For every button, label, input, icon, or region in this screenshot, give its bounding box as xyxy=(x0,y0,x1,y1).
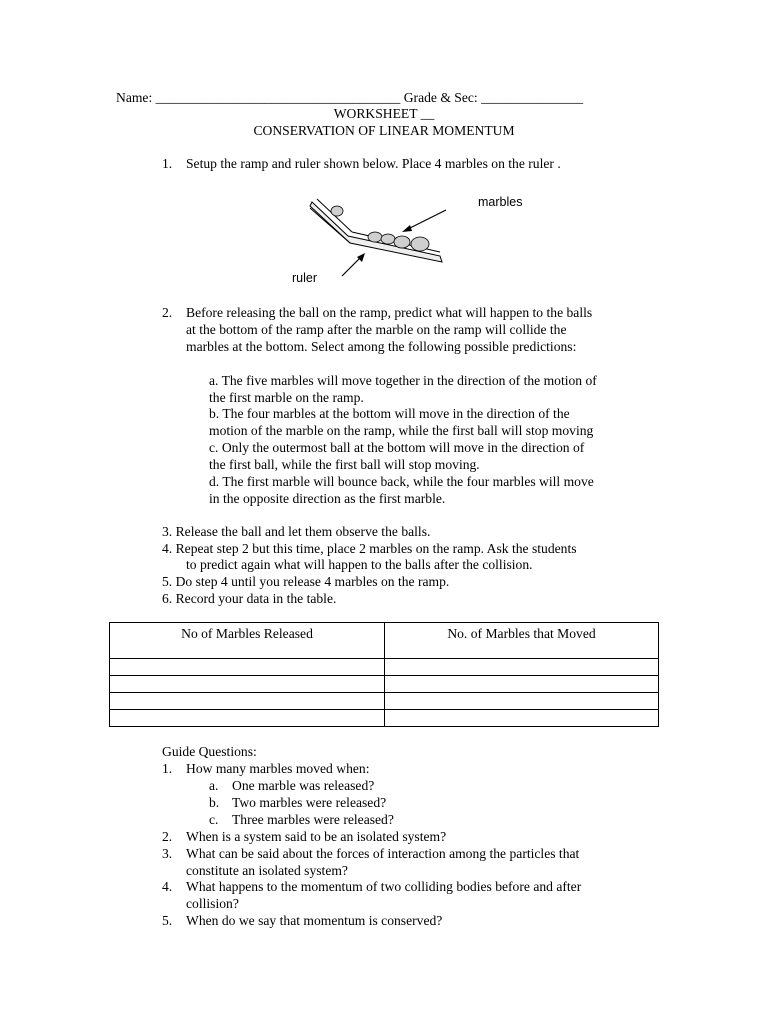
bottom-marble-1 xyxy=(368,232,382,242)
guide-q1-sub-letter: c. xyxy=(209,812,219,827)
guide-q1-sub-text: Two marbles were released? xyxy=(232,795,387,810)
guide-q5-number: 5. xyxy=(162,913,173,928)
table-header-row xyxy=(110,623,659,659)
guide-q1-sub-letter: b. xyxy=(209,795,220,810)
prediction-line: the first ball, while the first ball will stop moving. xyxy=(209,457,480,472)
guide-title: Guide Questions: xyxy=(162,744,257,759)
prediction-line: d. The first marble will bounce back, while the four marbles will move xyxy=(209,474,594,489)
ruler-label: ruler xyxy=(292,271,318,285)
table-row xyxy=(110,676,659,693)
step-2-line-2: at the bottom of the ramp after the marble on the ramp will collide the xyxy=(186,322,567,337)
prediction-line: b. The four marbles at the bottom will move in the direction of the xyxy=(209,406,570,421)
name-grade-line: Name: ____________________________________ Grade & Sec: _______________ xyxy=(116,90,584,105)
guide-q2-number: 2. xyxy=(162,829,173,844)
guide-q4-text: What happens to the momentum of two colliding bodies before and after xyxy=(186,879,582,894)
marbles-arrow xyxy=(406,210,446,230)
guide-q1-number: 1. xyxy=(162,761,173,776)
step-1-text: Setup the ramp and ruler shown below. Place 4 marbles on the ruler . xyxy=(186,156,561,171)
guide-q3-number: 3. xyxy=(162,846,173,861)
step-2-line-3: marbles at the bottom. Select among the following possible predictions: xyxy=(186,339,577,354)
step-4-continued: to predict again what will happen to the balls after the collision. xyxy=(186,557,533,572)
ruler-arrowhead xyxy=(357,253,365,262)
column-header-released: No of Marbles Released xyxy=(110,623,385,659)
step-4: 4. Repeat step 2 but this time, place 2 marbles on the ramp. Ask the students xyxy=(162,541,577,556)
marbles-label: marbles xyxy=(478,195,523,209)
guide-q3-text-continued: constitute an isolated system? xyxy=(186,863,348,878)
bottom-marble-4 xyxy=(411,237,429,251)
guide-q4-text-continued: collision? xyxy=(186,896,239,911)
guide-q1-text: How many marbles moved when: xyxy=(186,761,370,776)
step-6: 6. Record your data in the table. xyxy=(162,591,337,606)
table-row xyxy=(110,659,659,676)
prediction-line: a. The five marbles will move together in the direction of the motion of xyxy=(209,373,597,388)
prediction-line: in the opposite direction as the first marble. xyxy=(209,491,446,506)
prediction-line: motion of the marble on the ramp, while the first ball will stop moving xyxy=(209,423,594,438)
worksheet-subtitle: CONSERVATION OF LINEAR MOMENTUM xyxy=(253,123,515,138)
data-table xyxy=(109,622,659,727)
table-cell[interactable] xyxy=(110,693,385,710)
table-cell[interactable] xyxy=(385,676,659,693)
table-row xyxy=(110,693,659,710)
ramp-marble xyxy=(331,206,343,216)
guide-q5-text: When do we say that momentum is conserved? xyxy=(186,913,443,928)
step-2-number: 2. xyxy=(162,305,173,320)
table-cell[interactable] xyxy=(385,659,659,676)
guide-q4-number: 4. xyxy=(162,879,173,894)
step-1-number: 1. xyxy=(162,156,173,171)
bottom-marble-2 xyxy=(381,234,395,244)
guide-q1-sub-text: Three marbles were released? xyxy=(232,812,394,827)
step-3: 3. Release the ball and let them observe the balls. xyxy=(162,524,431,539)
bottom-marble-3 xyxy=(394,236,410,248)
step-2-line-1: Before releasing the ball on the ramp, predict what will happen to the balls xyxy=(186,305,593,320)
worksheet-title: WORKSHEET __ xyxy=(333,106,435,121)
table-cell[interactable] xyxy=(110,710,385,727)
table-cell[interactable] xyxy=(110,676,385,693)
prediction-line: c. Only the outermost ball at the bottom will move in the direction of xyxy=(209,440,585,455)
marbles-arrowhead xyxy=(402,225,412,232)
step-5: 5. Do step 4 until you release 4 marbles on the ramp. xyxy=(162,574,450,589)
table-cell[interactable] xyxy=(385,710,659,727)
ramp-rail-lower xyxy=(310,208,350,243)
table-cell[interactable] xyxy=(385,693,659,710)
column-header-moved: No. of Marbles that Moved xyxy=(385,623,659,659)
table-cell[interactable] xyxy=(110,659,385,676)
table-row xyxy=(110,710,659,727)
guide-q1-sub-letter: a. xyxy=(209,778,219,793)
guide-q1-sub-text: One marble was released? xyxy=(232,778,375,793)
guide-q3-text: What can be said about the forces of interaction among the particles that xyxy=(186,846,580,861)
guide-q2-text: When is a system said to be an isolated system? xyxy=(186,829,447,844)
prediction-line: the first marble on the ramp. xyxy=(209,390,364,405)
